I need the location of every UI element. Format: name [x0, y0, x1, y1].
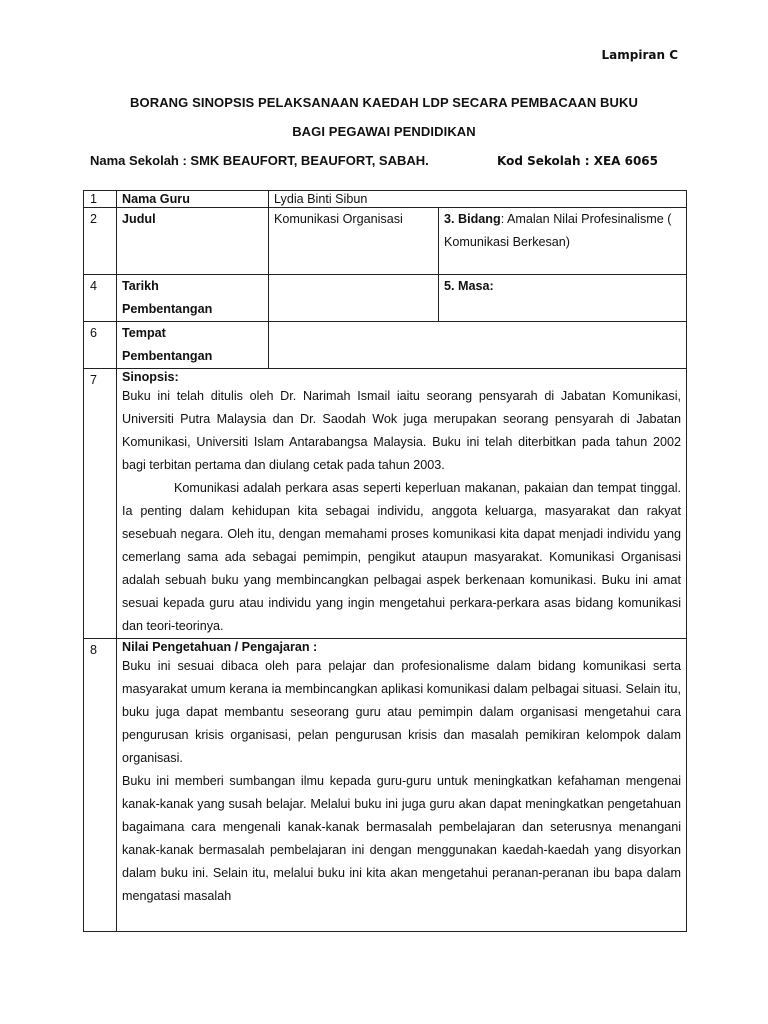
form-title-line1: BORANG SINOPSIS PELAKSANAAN KAEDAH LDP SECARA PEMBACAAN BUKU	[130, 95, 638, 110]
knowledge-paragraph-1: Buku ini sesuai dibaca oleh para pelajar dan profesionalisme dalam bidang komunikasi serta masyarakat umum kerana ia membincangkan aplikasi komunikasi dalam pelbagai situasi. Selain itu, buku juga dapat membantu seseorang guru atau pemimpin dalam organisasi mengetahui cara pengurusan krisis organisasi, pelan pengurusan krisis dan masalah pemikiran kelompok dalam organisasi.	[122, 659, 682, 765]
synopsis-label: Sinopsis:	[122, 370, 179, 384]
table-row	[84, 275, 687, 322]
field-value: : Amalan Nilai Profesinalisme ( Komunikasi Berkesan)	[444, 212, 672, 249]
duration-label: 5. Masa:	[439, 275, 687, 322]
row-number: 6	[84, 322, 117, 369]
date-label-line2: Pembentangan	[122, 302, 213, 316]
venue-label-line2: Pembentangan	[122, 349, 213, 363]
school-name: Nama Sekolah : SMK BEAUFORT, BEAUFORT, SABAH.	[90, 153, 429, 168]
row-number: 1	[84, 191, 117, 208]
form-title-line2: BAGI PEGAWAI PENDIDIKAN	[292, 124, 476, 139]
school-code: Kod Sekolah : XEA 6065	[497, 154, 659, 168]
table-row	[84, 639, 687, 932]
title-label: Judul	[117, 208, 269, 275]
date-value	[269, 275, 439, 322]
synopsis-cell	[117, 369, 687, 639]
table-row	[84, 208, 687, 275]
table-row	[84, 369, 687, 639]
synopsis-paragraph-1: Buku ini telah ditulis oleh Dr. Narimah Ismail iaitu seorang pensyarah di Jabatan Komunikasi, Universiti Putra Malaysia dan Dr. Saodah Wok juga merupakan seorang pensyarah di Jabatan Komunikasi, Universiti Islam Antarabangsa Malaysia. Buku ini telah diterbitkan pada tahun 2002 bagi terbitan pertama dan diulang cetak pada tahun 2003.	[122, 389, 682, 472]
date-label	[117, 275, 269, 322]
synopsis-form-table	[83, 190, 687, 932]
venue-value	[269, 322, 687, 369]
field-cell	[439, 208, 687, 275]
teacher-name-label: Nama Guru	[117, 191, 269, 208]
field-label: 3. Bidang	[444, 212, 501, 226]
table-row	[84, 322, 687, 369]
knowledge-value-label: Nilai Pengetahuan / Pengajaran :	[122, 640, 318, 654]
row-number: 4	[84, 275, 117, 322]
appendix-label: Lampiran C	[601, 48, 678, 62]
row-number: 2	[84, 208, 117, 275]
row-number: 7	[84, 369, 117, 639]
teacher-name-value: Lydia Binti Sibun	[269, 191, 687, 208]
knowledge-value-cell	[117, 639, 687, 932]
table-row	[84, 191, 687, 208]
venue-label	[117, 322, 269, 369]
title-value: Komunikasi Organisasi	[269, 208, 439, 275]
synopsis-paragraph-2: Komunikasi adalah perkara asas seperti keperluan makanan, pakaian dan tempat tinggal. Ia penting dalam kehidupan kita sebagai individu, anggota keluarga, masyarakat dan rakyat sesebuah negara. Oleh itu, dengan memahami proses komunikasi kita dapat menjadi individu yang cemerlang sama ada sebagai pemimpin, pengikut ataupun masyarakat. Komunikasi Organisasi adalah sebuah buku yang membincangkan pelbagai aspek berkenaan komunikasi. Buku ini amat sesuai kepada guru atau individu yang ingin mengetahui perkara-perkara asas bidang komunikasi dan teori-teorinya.	[122, 481, 682, 633]
knowledge-value-body	[122, 655, 681, 931]
date-label-line1: Tarikh	[122, 279, 159, 293]
row-number: 8	[84, 639, 117, 932]
knowledge-paragraph-2: Buku ini memberi sumbangan ilmu kepada guru-guru untuk meningkatkan kefahaman mengenai kanak-kanak yang susah belajar. Melalui buku ini juga guru akan dapat meningkatkan pengetahuan bagaimana cara mengenali kanak-kanak bermasalah pembelajaran dan seterusnya menangani kanak-kanak bermasalah pembelajaran ini dengan menggunakan kaedah-kaedah yang disyorkan dalam buku ini. Selain itu, melalui buku ini kita akan mengetahui peranan-peranan ibu bapa dalam mengatasi masalah	[122, 774, 682, 903]
venue-label-line1: Tempat	[122, 326, 166, 340]
